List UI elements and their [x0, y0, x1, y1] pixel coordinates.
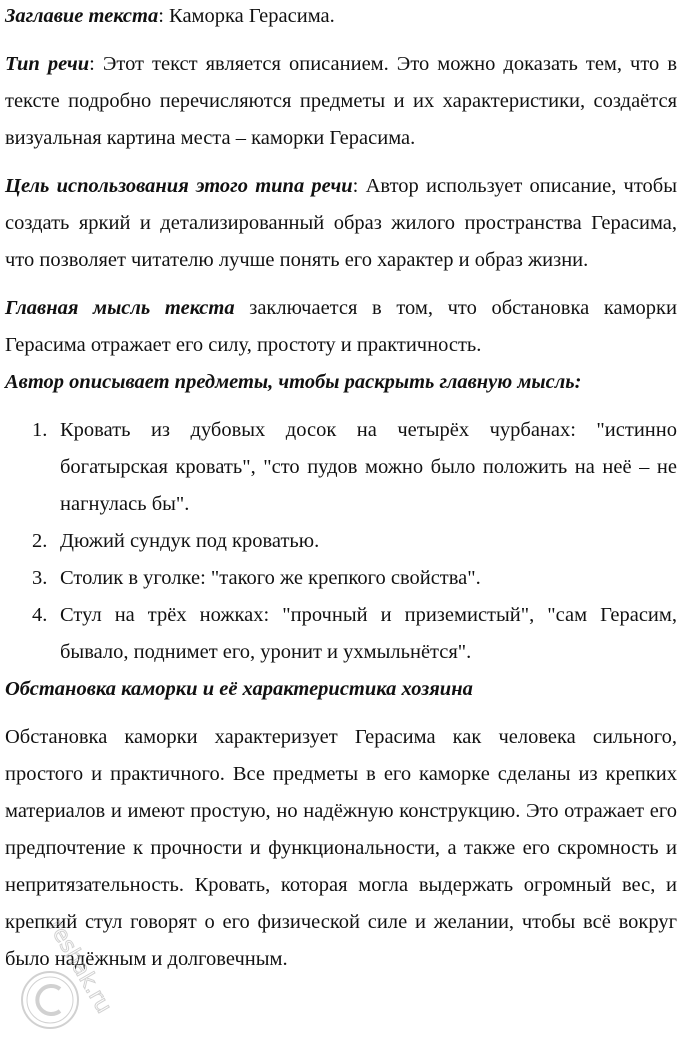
speech-type-label: Тип речи [5, 53, 90, 75]
list-item-text: Дюжий сундук под кроватью. [60, 530, 320, 552]
list-item-number: 2. [32, 530, 48, 552]
list-item-number: 4. [32, 604, 48, 626]
characteristic-heading: Обстановка каморки и её характеристика хозяина [5, 678, 473, 700]
list-item-number: 1. [32, 419, 48, 441]
list-item-text: Кровать из дубовых досок на четырёх чурбанах: "истинно богатырская кровать", "сто пудов можно было положить на неё – не нагнулась бы". [60, 419, 677, 515]
characteristic-paragraph: Обстановка каморки характеризует Герасима как человека сильного, простого и практичного. Все предметы в его каморке сделаны из крепких материалов и имеют простую, но надёжную конструкцию. Это отражает его предпочтение к прочности и функциональности, а также его скромность и непритязательность. Кровать, которая могла выдержать огромный вес, и крепкий стул говорят о его физической силе и желании, чтобы всё вокруг было надёжным и долговечным. [5, 726, 677, 970]
title-label: Заглавие текста [5, 5, 159, 27]
purpose-text: Автор использует описание, чтобы создать яркий и детализированный образ жилого пространства Герасима, что позволяет читателю лучше понять его характер и образ жизни. [5, 175, 677, 271]
title-paragraph [5, 0, 677, 35]
list-item [5, 412, 677, 523]
list-item-text: Столик в уголке: "такого же крепкого свойства". [60, 567, 481, 589]
list-item [5, 560, 677, 597]
list-item [5, 523, 677, 560]
list-item-text: Стул на трёх ножках: "прочный и приземистый", "сам Герасим, бывало, поднимет его, уронит и ухмыльнётся". [60, 604, 677, 663]
document-page [5, 0, 677, 978]
main-idea-text: заключается в том, что обстановка каморки Герасима отражает его силу, простоту и практичность. [5, 297, 677, 356]
title-text: Каморка Герасима. [169, 5, 335, 27]
purpose-separator: : [352, 175, 366, 197]
main-idea-label: Главная мысль текста [5, 297, 235, 319]
list-item-number: 3. [32, 567, 48, 589]
speech-type-text: Этот текст является описанием. Это можно доказать тем, что в тексте подробно перечисляются предметы и их характеристики, создаётся визуальная картина места – каморки Герасима. [5, 53, 678, 149]
speech-type-paragraph [5, 46, 677, 157]
objects-list [5, 412, 677, 671]
objects-heading: Автор описывает предметы, чтобы раскрыть главную мысль: [5, 371, 582, 393]
main-idea-paragraph [5, 290, 677, 364]
svg-text:reshak.ru: reshak.ru [42, 915, 117, 1018]
purpose-paragraph [5, 168, 677, 279]
purpose-label: Цель использования этого типа речи [5, 175, 353, 197]
main-idea-separator [235, 297, 250, 319]
list-item [5, 597, 677, 671]
title-separator: : [158, 5, 170, 27]
speech-type-separator: : [89, 53, 103, 75]
